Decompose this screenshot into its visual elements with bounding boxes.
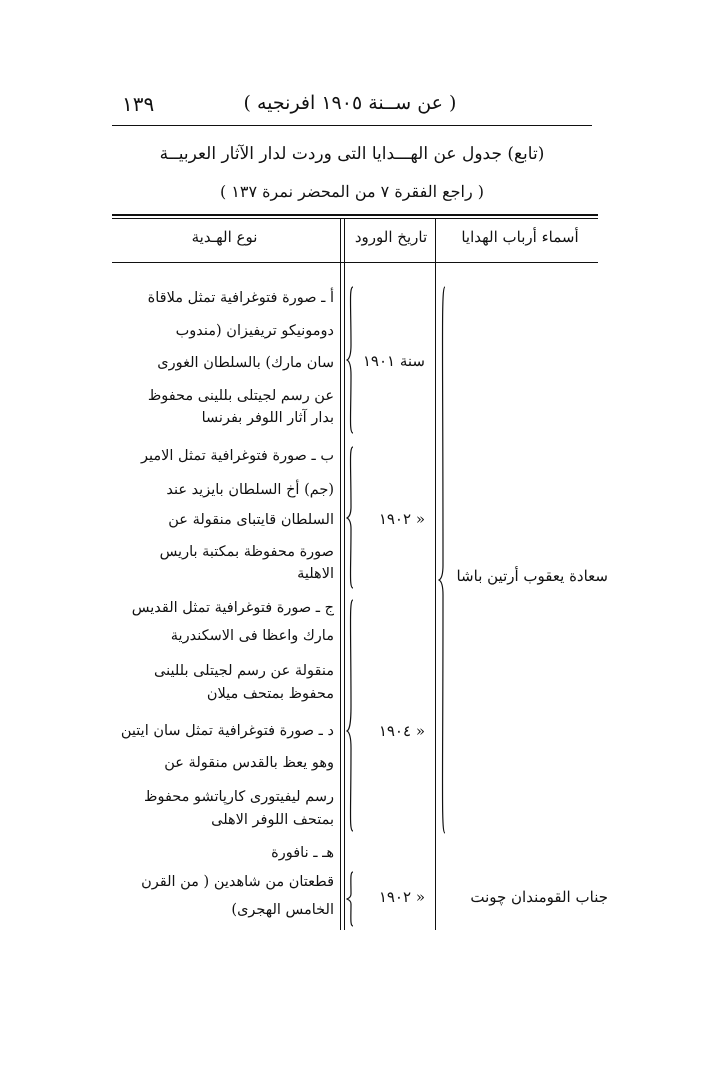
date-entry: « ١٩٠٢ xyxy=(378,888,425,906)
gift-line: وهو يعظ بالقدس منقولة عن xyxy=(164,755,334,771)
curly-brace-icon xyxy=(346,598,356,833)
column-header-gift: نوع الهـدية xyxy=(191,228,258,246)
column-header-donors: أسماء أرباب الهدايا xyxy=(461,228,579,246)
gift-line: (جم) أخ السلطان بايزيد عند xyxy=(166,482,334,498)
curly-brace-icon xyxy=(438,285,448,835)
table-subtitle: ( راجع الفقرة ٧ من المحضر نمرة ١٣٧ ) xyxy=(219,182,485,201)
gift-line: بمتحف اللوفر الاهلى xyxy=(211,812,334,828)
gift-line: سان مارك) بالسلطان الغورى xyxy=(157,355,334,371)
gift-line: د ـ صورة فتوغرافية تمثل سان ايتين xyxy=(120,723,334,739)
column-header-date: تاريخ الورود xyxy=(354,228,428,246)
gift-line: السلطان قايتباى منقولة عن xyxy=(168,512,334,528)
donor-name: سعادة يعقوب أرتين باشا xyxy=(456,567,608,585)
table-top-rule-inner xyxy=(112,218,598,219)
gift-line: الخامس الهجرى) xyxy=(231,902,334,918)
column-divider-left xyxy=(340,218,345,930)
donor-name: جناب القومندان چونت xyxy=(470,888,608,906)
gift-line: ب ـ صورة فتوغرافية تمثل الامير xyxy=(140,448,334,464)
page-number: ١٣٩ xyxy=(122,92,155,116)
header-bottom-rule xyxy=(112,262,598,263)
table-top-rule xyxy=(112,214,598,216)
running-header: ( عن ســنة ١٩٠٥ افرنجيه ) xyxy=(243,92,457,114)
gift-line: هـ ـ نافورة xyxy=(271,845,334,861)
gift-line: صورة محفوظة بمكتبة باريس xyxy=(159,544,334,560)
gift-line: الاهلية xyxy=(297,566,334,582)
gift-line: رسم ليفيتورى كارپاتشو محفوظ xyxy=(144,789,334,805)
date-entry: « ١٩٠٤ xyxy=(378,722,425,740)
gift-line: ج ـ صورة فتوغرافية تمثل القديس xyxy=(131,600,334,616)
column-divider-right xyxy=(435,218,436,930)
gift-line: عن رسم لجيتلى بللينى محفوظ xyxy=(147,388,334,404)
header-rule xyxy=(112,125,592,126)
gift-line: أ ـ صورة فتوغرافية تمثل ملاقاة xyxy=(147,290,334,306)
gift-line: دومونيكو تريفيزان (مندوب xyxy=(175,323,334,339)
gift-line: منقولة عن رسم لجيتلى بللينى xyxy=(154,663,334,679)
gift-line: مارك واعظا فى الاسكندرية xyxy=(170,628,334,644)
date-entry: سنة ١٩٠١ xyxy=(362,352,425,370)
gift-line: محفوظ بمتحف ميلان xyxy=(206,686,334,702)
table-title: (تابع) جدول عن الهـــدايا التى وردت لدار الآثار العربيــة xyxy=(159,144,545,164)
gift-line: بدار آثار اللوفر بفرنسا xyxy=(201,410,334,426)
date-entry: « ١٩٠٢ xyxy=(378,510,425,528)
gift-line: قطعتان من شاهدين ( من القرن xyxy=(141,874,334,890)
